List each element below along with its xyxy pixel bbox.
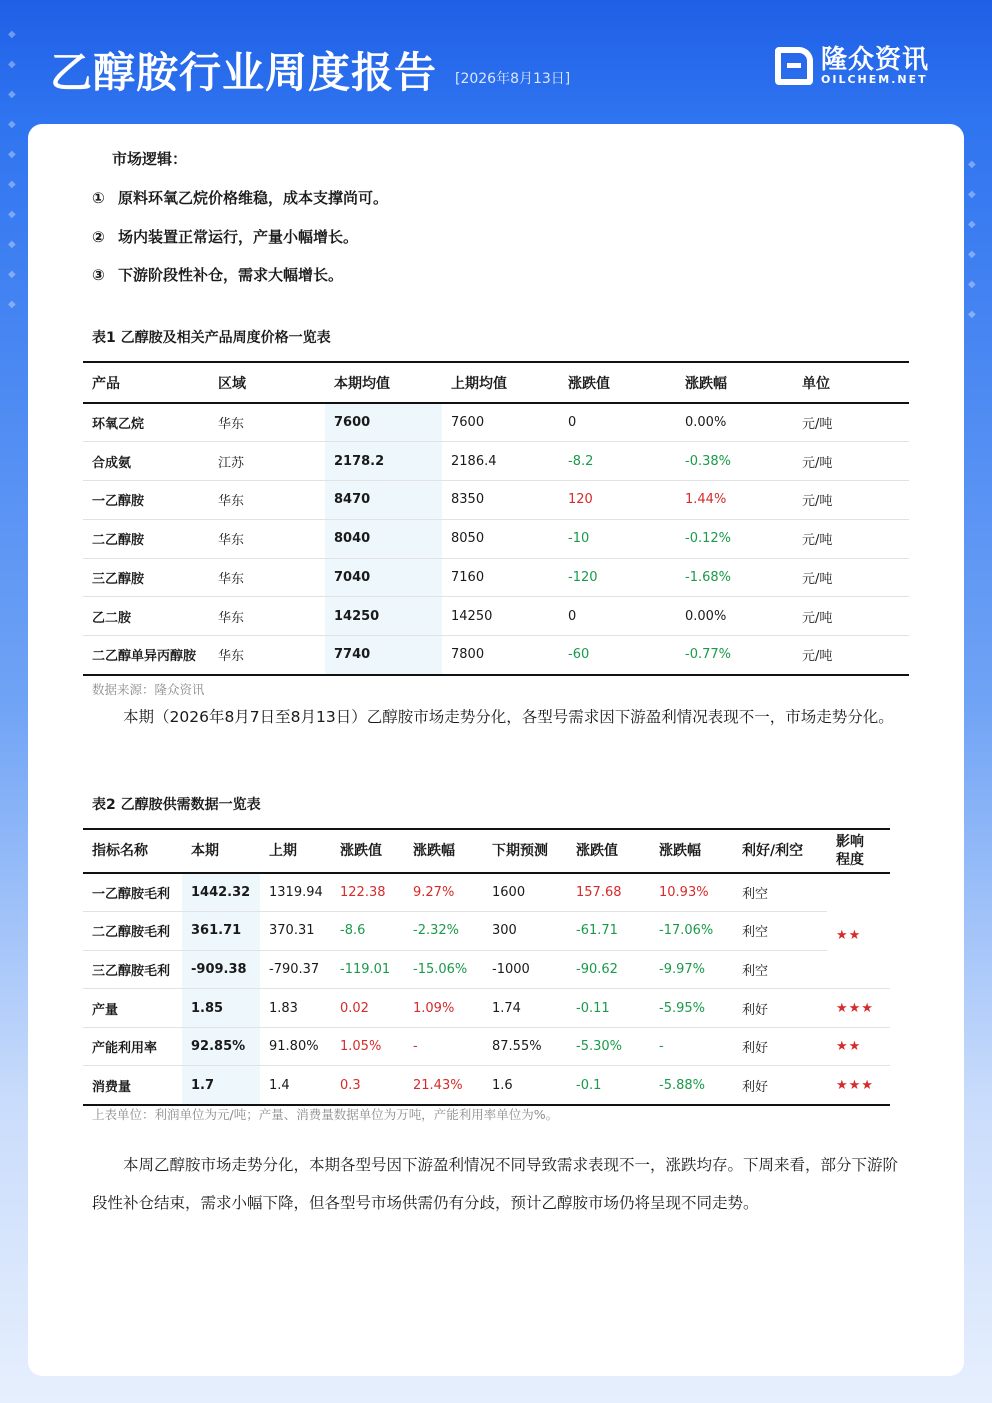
- cell-change-pct: -0.77%: [685, 647, 731, 663]
- cell-product: 合成氨: [83, 442, 209, 481]
- table-row: [83, 989, 890, 1028]
- cell-product: 一乙醇胺: [83, 481, 209, 520]
- cell-forecast-change: -0.1: [576, 1077, 602, 1093]
- cell-forecast-change-pct: -9.97%: [650, 950, 733, 989]
- cell-change: 0: [559, 597, 676, 636]
- cell-forecast: 1.74: [483, 989, 567, 1028]
- cell-change-pct: 1.44%: [676, 481, 793, 520]
- cell-change-pct: -: [404, 1027, 483, 1066]
- cell-unit: 元/吨: [793, 481, 909, 520]
- table1-source: 数据来源：隆众资讯: [92, 682, 205, 697]
- cell-previous: 8350: [442, 481, 559, 520]
- col-header: 上期: [260, 829, 331, 873]
- cell-change-pct: 0.00%: [676, 403, 793, 442]
- table-row: [83, 481, 909, 520]
- table-row: [83, 519, 909, 558]
- cell-impact: ★★★: [827, 989, 890, 1028]
- col-header: 单位: [793, 362, 909, 403]
- cell-change: -10: [559, 519, 676, 558]
- cell-region: 华东: [209, 558, 325, 597]
- cell-impact: [827, 950, 890, 989]
- cell-unit: 元/吨: [793, 442, 909, 481]
- cell-current: 7600: [325, 403, 442, 442]
- report-date: [2026年8月13日]: [455, 71, 571, 87]
- cell-region: 华东: [209, 519, 325, 558]
- cell-previous: 1319.94: [260, 873, 331, 912]
- cell-forecast-change-pct: -17.06%: [650, 912, 733, 951]
- cell-product: 乙二胺: [83, 597, 209, 636]
- cell-product: 环氧乙烷: [83, 403, 209, 442]
- col-header: 涨跌值: [331, 829, 404, 873]
- cell-outlook: 利空: [733, 912, 827, 951]
- cell-previous: 14250: [442, 597, 559, 636]
- paragraph-outlook: 本周乙醇胺市场走势分化，本期各型号因下游盈利情况不同导致需求表现不一，涨跌均存。下周来看，部分下游阶段性补仓结束，需求小幅下降，但各型号市场供需仍有分歧，预计乙醇胺市场仍将呈现不同走势。: [92, 1156, 899, 1212]
- logic-item: ② 场内装置正常运行，产量小幅增长。: [92, 228, 359, 246]
- cell-current: 7040: [325, 558, 442, 597]
- market-logic-title: 市场逻辑：: [112, 150, 188, 168]
- cell-change: 0.02: [331, 989, 404, 1028]
- cell-change-pct: -0.38%: [676, 442, 793, 481]
- brand-logo: [775, 46, 929, 86]
- cell-indicator: 消费量: [92, 1079, 132, 1095]
- cell-impact: ★★: [827, 1027, 890, 1066]
- logic-item: ③ 下游阶段性补仓，需求大幅增长。: [92, 266, 344, 284]
- cell-change: 0.3: [340, 1077, 361, 1093]
- cell-outlook: 利空: [733, 950, 827, 989]
- col-header: 本期均值: [325, 362, 442, 403]
- col-header: 指标名称: [83, 829, 182, 873]
- cell-indicator: 一乙醇胺毛利: [83, 873, 182, 912]
- decor-dots-right: ◆ ◆ ◆ ◆ ◆ ◆: [968, 159, 976, 320]
- cell-outlook: 利好: [742, 1079, 769, 1095]
- cell-current: 92.85%: [182, 1027, 260, 1066]
- cell-change: -60: [568, 647, 590, 663]
- cell-unit: 元/吨: [793, 558, 909, 597]
- cell-forecast-change: -5.30%: [567, 1027, 650, 1066]
- cell-region: 华东: [218, 649, 245, 665]
- cell-previous: 91.80%: [260, 1027, 331, 1066]
- table-row: [83, 597, 909, 636]
- col-header: 涨跌幅: [676, 362, 793, 403]
- cell-change: -8.2: [559, 442, 676, 481]
- cell-current: 1.85: [182, 989, 260, 1028]
- cell-forecast: 1600: [483, 873, 567, 912]
- cell-impact: ★★: [836, 928, 862, 944]
- cell-unit: 元/吨: [793, 519, 909, 558]
- table2-caption: 表2 乙醇胺供需数据一览表: [92, 797, 261, 813]
- cell-current: 8470: [325, 481, 442, 520]
- cell-forecast-change: -90.62: [567, 950, 650, 989]
- cell-previous: 7160: [442, 558, 559, 597]
- cell-unit: 元/吨: [802, 649, 833, 665]
- cell-current: 361.71: [182, 912, 260, 951]
- col-header: 涨跌幅: [650, 829, 733, 873]
- col-header: 涨跌值: [559, 362, 676, 403]
- cell-forecast: -1000: [483, 950, 567, 989]
- table-row: [83, 558, 909, 597]
- table-row: [83, 873, 890, 912]
- cell-forecast-change-pct: -5.95%: [650, 989, 733, 1028]
- cell-product: 二乙醇胺: [83, 519, 209, 558]
- cell-change: -8.6: [331, 912, 404, 951]
- cell-current: -909.38: [182, 950, 260, 989]
- cell-change-pct: -2.32%: [404, 912, 483, 951]
- cell-current: 1.7: [182, 1066, 260, 1105]
- table-row: [83, 636, 909, 675]
- cell-change: 120: [559, 481, 676, 520]
- cell-change-pct: -0.12%: [676, 519, 793, 558]
- cell-region: 江苏: [209, 442, 325, 481]
- cell-change-pct: 0.00%: [676, 597, 793, 636]
- cell-current: 7740: [325, 636, 442, 675]
- paragraph-summary: 本期（2026年8月7日至8月13日）乙醇胺市场走势分化，各型号需求因下游盈利情况表现不一，市场走势分化。: [123, 708, 894, 726]
- cell-change: -120: [559, 558, 676, 597]
- cell-change: 0: [559, 403, 676, 442]
- logo-icon: [775, 47, 813, 85]
- cell-indicator: 三乙醇胺毛利: [83, 950, 182, 989]
- cell-current: 8040: [325, 519, 442, 558]
- cell-change-pct: -15.06%: [404, 950, 483, 989]
- table-row: [83, 1027, 890, 1066]
- cell-forecast-change: 157.68: [567, 873, 650, 912]
- page-header: [0, 0, 992, 124]
- table1-caption: 表1 乙醇胺及相关产品周度价格一览表: [92, 330, 331, 346]
- cell-outlook: 利好: [733, 1027, 827, 1066]
- cell-change: 1.05%: [331, 1027, 404, 1066]
- cell-change: -119.01: [331, 950, 404, 989]
- cell-impact: ★★★: [836, 1077, 874, 1093]
- cell-previous: 7800: [451, 647, 485, 663]
- cell-change-pct: 1.09%: [404, 989, 483, 1028]
- cell-change-pct: -1.68%: [676, 558, 793, 597]
- cell-previous: -790.37: [260, 950, 331, 989]
- col-header: 上期均值: [442, 362, 559, 403]
- table-row: [83, 912, 890, 951]
- col-header: 产品: [83, 362, 209, 403]
- table2-note: 上表单位：利润单位为元/吨；产量、消费量数据单位为万吨，产能利用率单位为%。: [92, 1107, 559, 1122]
- col-header: 利好/利空: [733, 829, 827, 873]
- cell-forecast: 300: [483, 912, 567, 951]
- col-header: 本期: [182, 829, 260, 873]
- cell-previous: 7600: [442, 403, 559, 442]
- col-header: 涨跌幅: [404, 829, 483, 873]
- cell-region: 华东: [209, 481, 325, 520]
- table-row: [83, 403, 909, 442]
- table-header-row: [83, 362, 909, 403]
- col-header: 区域: [209, 362, 325, 403]
- col-header: 涨跌值: [567, 829, 650, 873]
- cell-previous: 2186.4: [442, 442, 559, 481]
- supply-demand-table: [83, 828, 890, 1106]
- report-title: 乙醇胺行业周度报告: [50, 48, 438, 97]
- col-header: 下期预测: [483, 829, 567, 873]
- decor-dots-left: ◆ ◆ ◆ ◆ ◆ ◆ ◆ ◆ ◆ ◆: [8, 29, 16, 310]
- cell-current: 14250: [325, 597, 442, 636]
- cell-forecast: 1.6: [492, 1077, 513, 1093]
- cell-indicator: 产量: [83, 989, 182, 1028]
- cell-region: 华东: [209, 403, 325, 442]
- cell-product: 三乙醇胺: [83, 558, 209, 597]
- cell-forecast-change-pct: -: [650, 1027, 733, 1066]
- cell-current: 2178.2: [325, 442, 442, 481]
- cell-previous: 8050: [442, 519, 559, 558]
- cell-change-pct: 9.27%: [404, 873, 483, 912]
- cell-forecast: 87.55%: [483, 1027, 567, 1066]
- cell-forecast-change: -0.11: [567, 989, 650, 1028]
- logo-name-cn: 隆众资讯: [821, 45, 930, 75]
- cell-product: 二乙醇单异丙醇胺: [92, 649, 197, 665]
- cell-impact: [827, 873, 890, 912]
- table-row: [83, 1066, 890, 1105]
- table-header-row: [83, 829, 890, 873]
- table-row: [83, 950, 890, 989]
- cell-forecast-change: -61.71: [567, 912, 650, 951]
- col-header: 影响 程度: [827, 829, 890, 873]
- price-table: [83, 361, 909, 676]
- cell-previous: 370.31: [260, 912, 331, 951]
- cell-current: 1442.32: [182, 873, 260, 912]
- cell-indicator: 二乙醇胺毛利: [83, 912, 182, 951]
- cell-region: 华东: [209, 597, 325, 636]
- cell-previous: 1.83: [260, 989, 331, 1028]
- logo-name-en: OILCHEM.NET: [821, 73, 928, 86]
- cell-outlook: 利空: [733, 873, 827, 912]
- cell-unit: 元/吨: [793, 403, 909, 442]
- cell-previous: 1.4: [269, 1077, 290, 1093]
- cell-forecast-change-pct: -5.88%: [659, 1077, 705, 1093]
- cell-outlook: 利好: [733, 989, 827, 1028]
- cell-unit: 元/吨: [793, 597, 909, 636]
- table-row: [83, 442, 909, 481]
- cell-change: 122.38: [331, 873, 404, 912]
- cell-forecast-change-pct: 10.93%: [650, 873, 733, 912]
- cell-change-pct: 21.43%: [413, 1077, 463, 1093]
- cell-indicator: 产能利用率: [83, 1027, 182, 1066]
- logic-item: ① 原料环氧乙烷价格维稳，成本支撑尚可。: [92, 189, 389, 207]
